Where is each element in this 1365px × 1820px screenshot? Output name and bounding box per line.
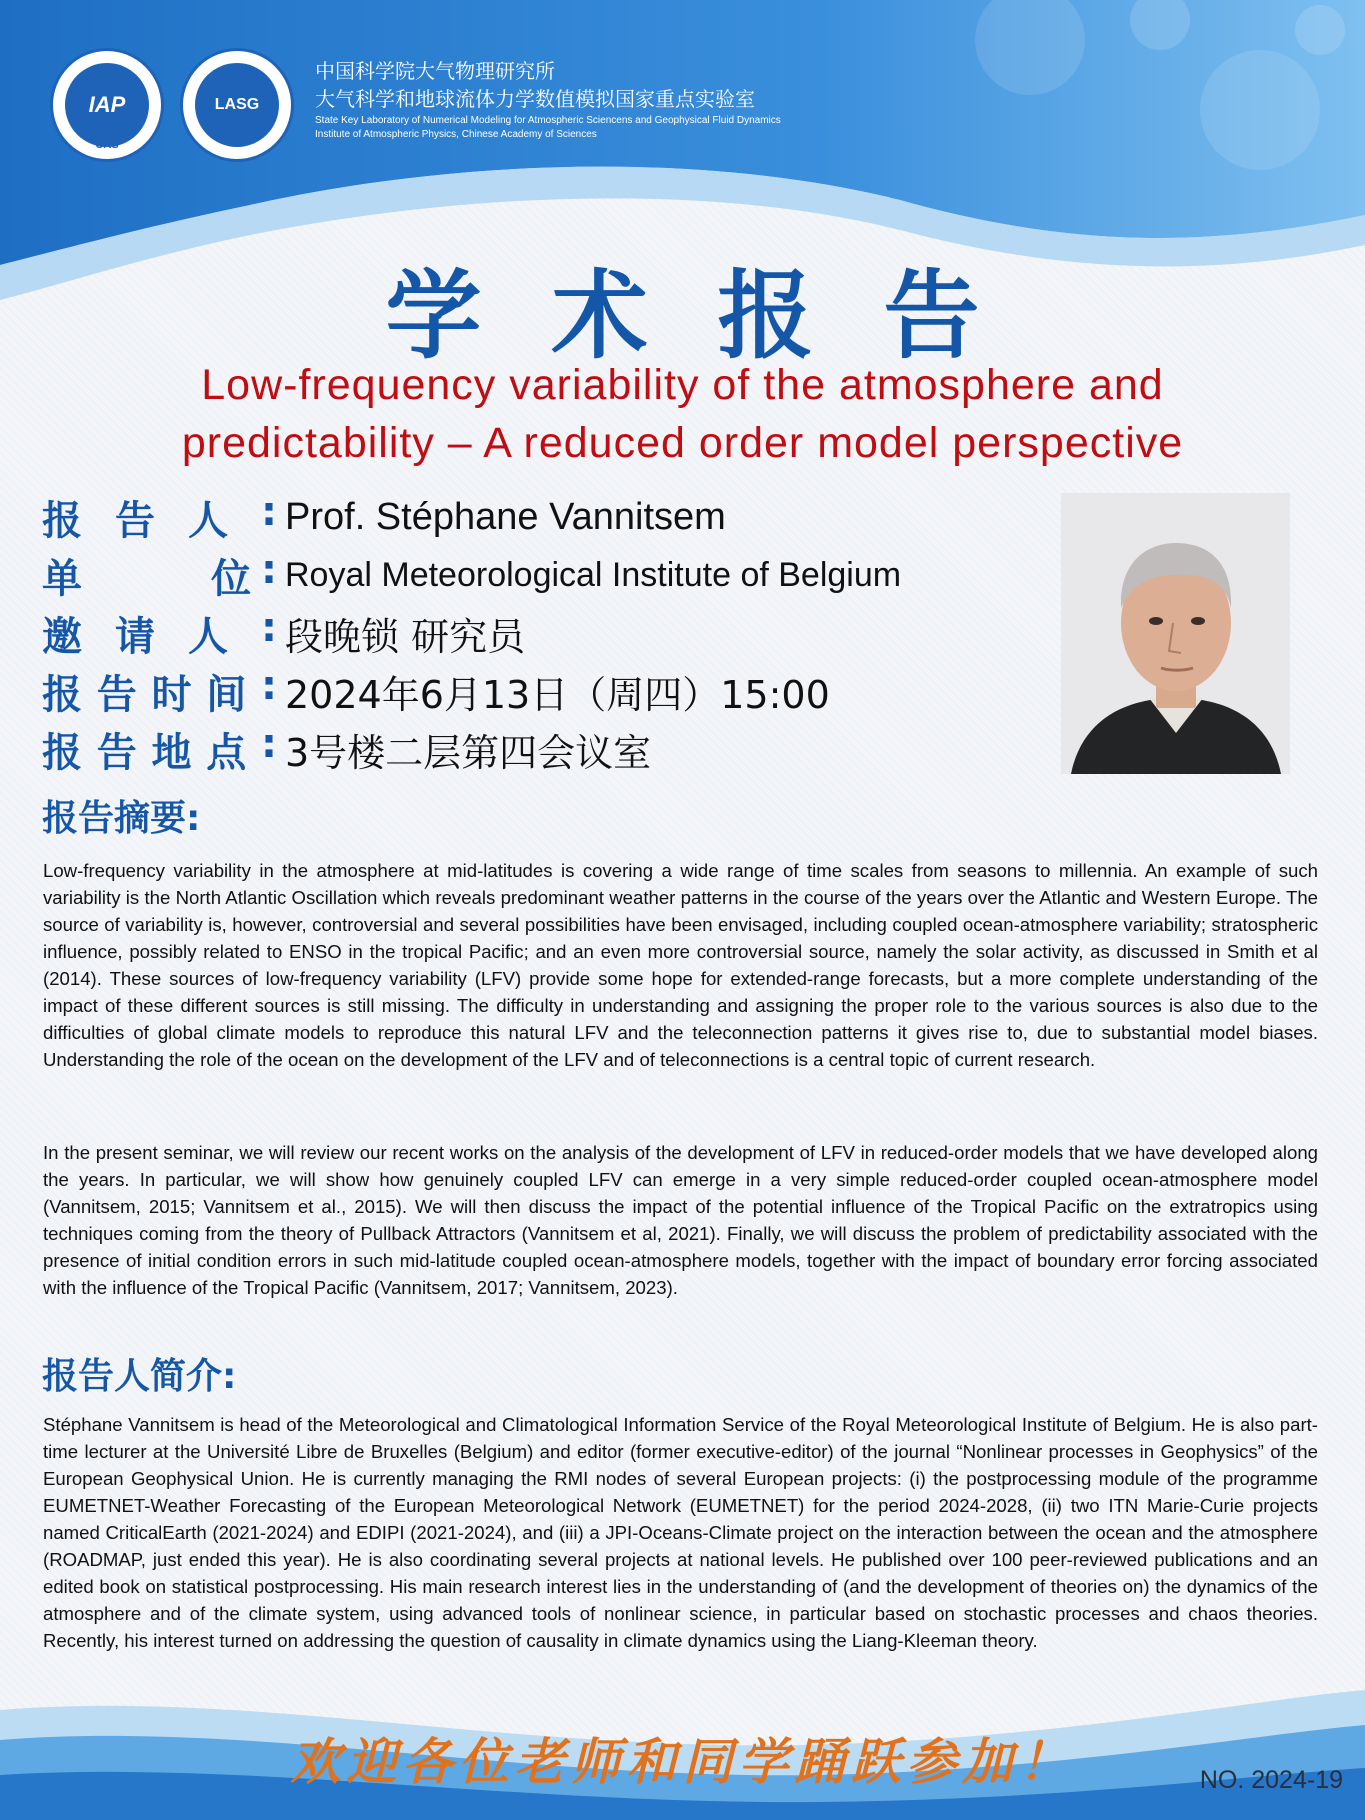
abstract-heading: 报告摘要: bbox=[42, 798, 201, 839]
speaker-row bbox=[42, 488, 901, 546]
speaker-label: 报 告 人 : bbox=[42, 488, 277, 544]
place-row bbox=[42, 720, 901, 778]
speaker-photo bbox=[1061, 493, 1290, 774]
talk-title-line1: Low-frequency variability of the atmosphere and bbox=[201, 361, 1164, 409]
place-value: 3号楼二层第四会议室 bbox=[285, 730, 652, 775]
info-block bbox=[42, 488, 901, 778]
time-value: 2024年6月13日（周四）15:00 bbox=[285, 672, 830, 717]
time-label: 报 告 时 间 : bbox=[42, 662, 277, 718]
bio-paragraph: Stéphane Vannitsem is head of the Meteorological and Climatological Information Service of the Royal Meteorological Institute of Belgium. He is also part-time lecturer at the Université Libre de Bruxelles (Belgium) and editor (former executive-editor) of the journal “Nonlinear processes in Geophysics” of the European Geophysical Union. He is currently managing the RMI nodes of several European projects: (i) the postprocessing module of the programme EUMETNET-Weather Forecasting of the European Meteorological Network (EUMETNET) for the period 2024-2028, (ii) two ITN Marie-Curie projects named CriticalEarth (2021-2024) and EDIPI (2021-2024), and (iii) a JPI-Oceans-Climate project on the interaction between the ocean and the atmosphere (ROADMAP, just ended this year). He is also coordinating several projects at national levels. He published over 100 peer-reviewed publications and an edited book on statistical postprocessing. His main research interest lies in the understanding of (and the development of theories on) the dynamics of the atmosphere and of the climate system, using advanced tools of nonlinear science, in particular based on stochastic processes and chaos theories. Recently, his interest turned on addressing the question of causality in climate dynamics using the Liang-Kleeman theory. bbox=[43, 1414, 1318, 1651]
host-row bbox=[42, 604, 901, 662]
institute-name-cn: 中国科学院大气物理研究所 bbox=[315, 61, 555, 83]
lasg-logo bbox=[180, 48, 294, 162]
time-row bbox=[42, 662, 901, 720]
welcome-slogan: 欢迎各位老师和同学踊跃参加！ bbox=[290, 1732, 1075, 1791]
affiliation-label: 单 位 : bbox=[42, 546, 277, 602]
institute-name-en: Institute of Atmospheric Physics, Chinese Academy of Sciences bbox=[315, 129, 597, 140]
speaker-name: Prof. Stéphane Vannitsem bbox=[285, 495, 726, 538]
lasg-logo-text: LASG bbox=[195, 63, 279, 147]
abstract-paragraph-1: Low-frequency variability in the atmosphere at mid-latitudes is covering a wide range of time scales from seasons to millennia. An example of such variability is the North Atlantic Oscillation which reveals predominant weather patterns in the course of the years over the Atlantic and Western Europe. The source of variability is, however, controversial and several possibilities have been envisaged, including coupled ocean-atmosphere variability; stratospheric influence, possibly related to ENSO in the tropical Pacific; and an even more controversial source, namely the solar activity, as discussed in Smith et al (2014). These sources of low-frequency variability (LFV) provide some hope for extended-range forecasts, but a more complete understanding of the impact of these different sources is still missing. The difficulty in understanding and assigning the proper role to the various sources is also due to the difficulties of global climate models to reproduce this natural LFV and the teleconnection patterns it gives rise to, due to substantial model biases. Understanding the role of the ocean on the development of the LFV and of teleconnections is a central topic of current research. bbox=[43, 860, 1318, 1070]
institute-block bbox=[315, 58, 781, 142]
lab-name-cn: 大气科学和地球流体力学数值模拟国家重点实验室 bbox=[315, 89, 755, 111]
place-label: 报 告 地 点 : bbox=[42, 720, 277, 776]
lab-name-en: State Key Laboratory of Numerical Modeling for Atmospheric Sciencens and Geophysical Fluid Dynamics bbox=[315, 115, 781, 126]
affiliation-value: Royal Meteorological Institute of Belgium bbox=[285, 555, 902, 594]
host-value: 段晚锁 研究员 bbox=[285, 614, 526, 659]
logos bbox=[50, 48, 294, 162]
bio-heading: 报告人简介: bbox=[42, 1356, 237, 1397]
iap-cas-logo bbox=[50, 48, 164, 162]
talk-title-line2: predictability – A reduced order model perspective bbox=[181, 419, 1184, 467]
main-title: 学术报告 bbox=[385, 259, 1050, 372]
report-number: NO. 2024-19 bbox=[1199, 1766, 1343, 1794]
affiliation-row bbox=[42, 546, 901, 604]
host-label: 邀 请 人 : bbox=[42, 604, 277, 660]
cas-logo-text: CAS bbox=[95, 139, 119, 151]
talk-title bbox=[40, 356, 1325, 472]
iap-logo-text: IAP bbox=[65, 63, 149, 147]
abstract-paragraph-2: In the present seminar, we will review our recent works on the analysis of the development of LFV in reduced-order models that we have developed along the years. In particular, we will show how genuinely coupled LFV can emerge in a very simple reduced-order coupled ocean-atmosphere model (Vannitsem, 2015; Vannitsem et al., 2015). We will then discuss the impact of the potential influence of the Tropical Pacific on the extratropics using techniques coming from the theory of Pullback Attractors (Vannitsem et al, 2021). Finally, we will discuss the problem of predictability associated with the presence of initial condition errors in such mid-latitude coupled ocean-atmosphere models, together with the impact of boundary error forcing associated with the influence of the Tropical Pacific (Vannitsem, 2017; Vannitsem, 2023). bbox=[43, 1142, 1318, 1298]
